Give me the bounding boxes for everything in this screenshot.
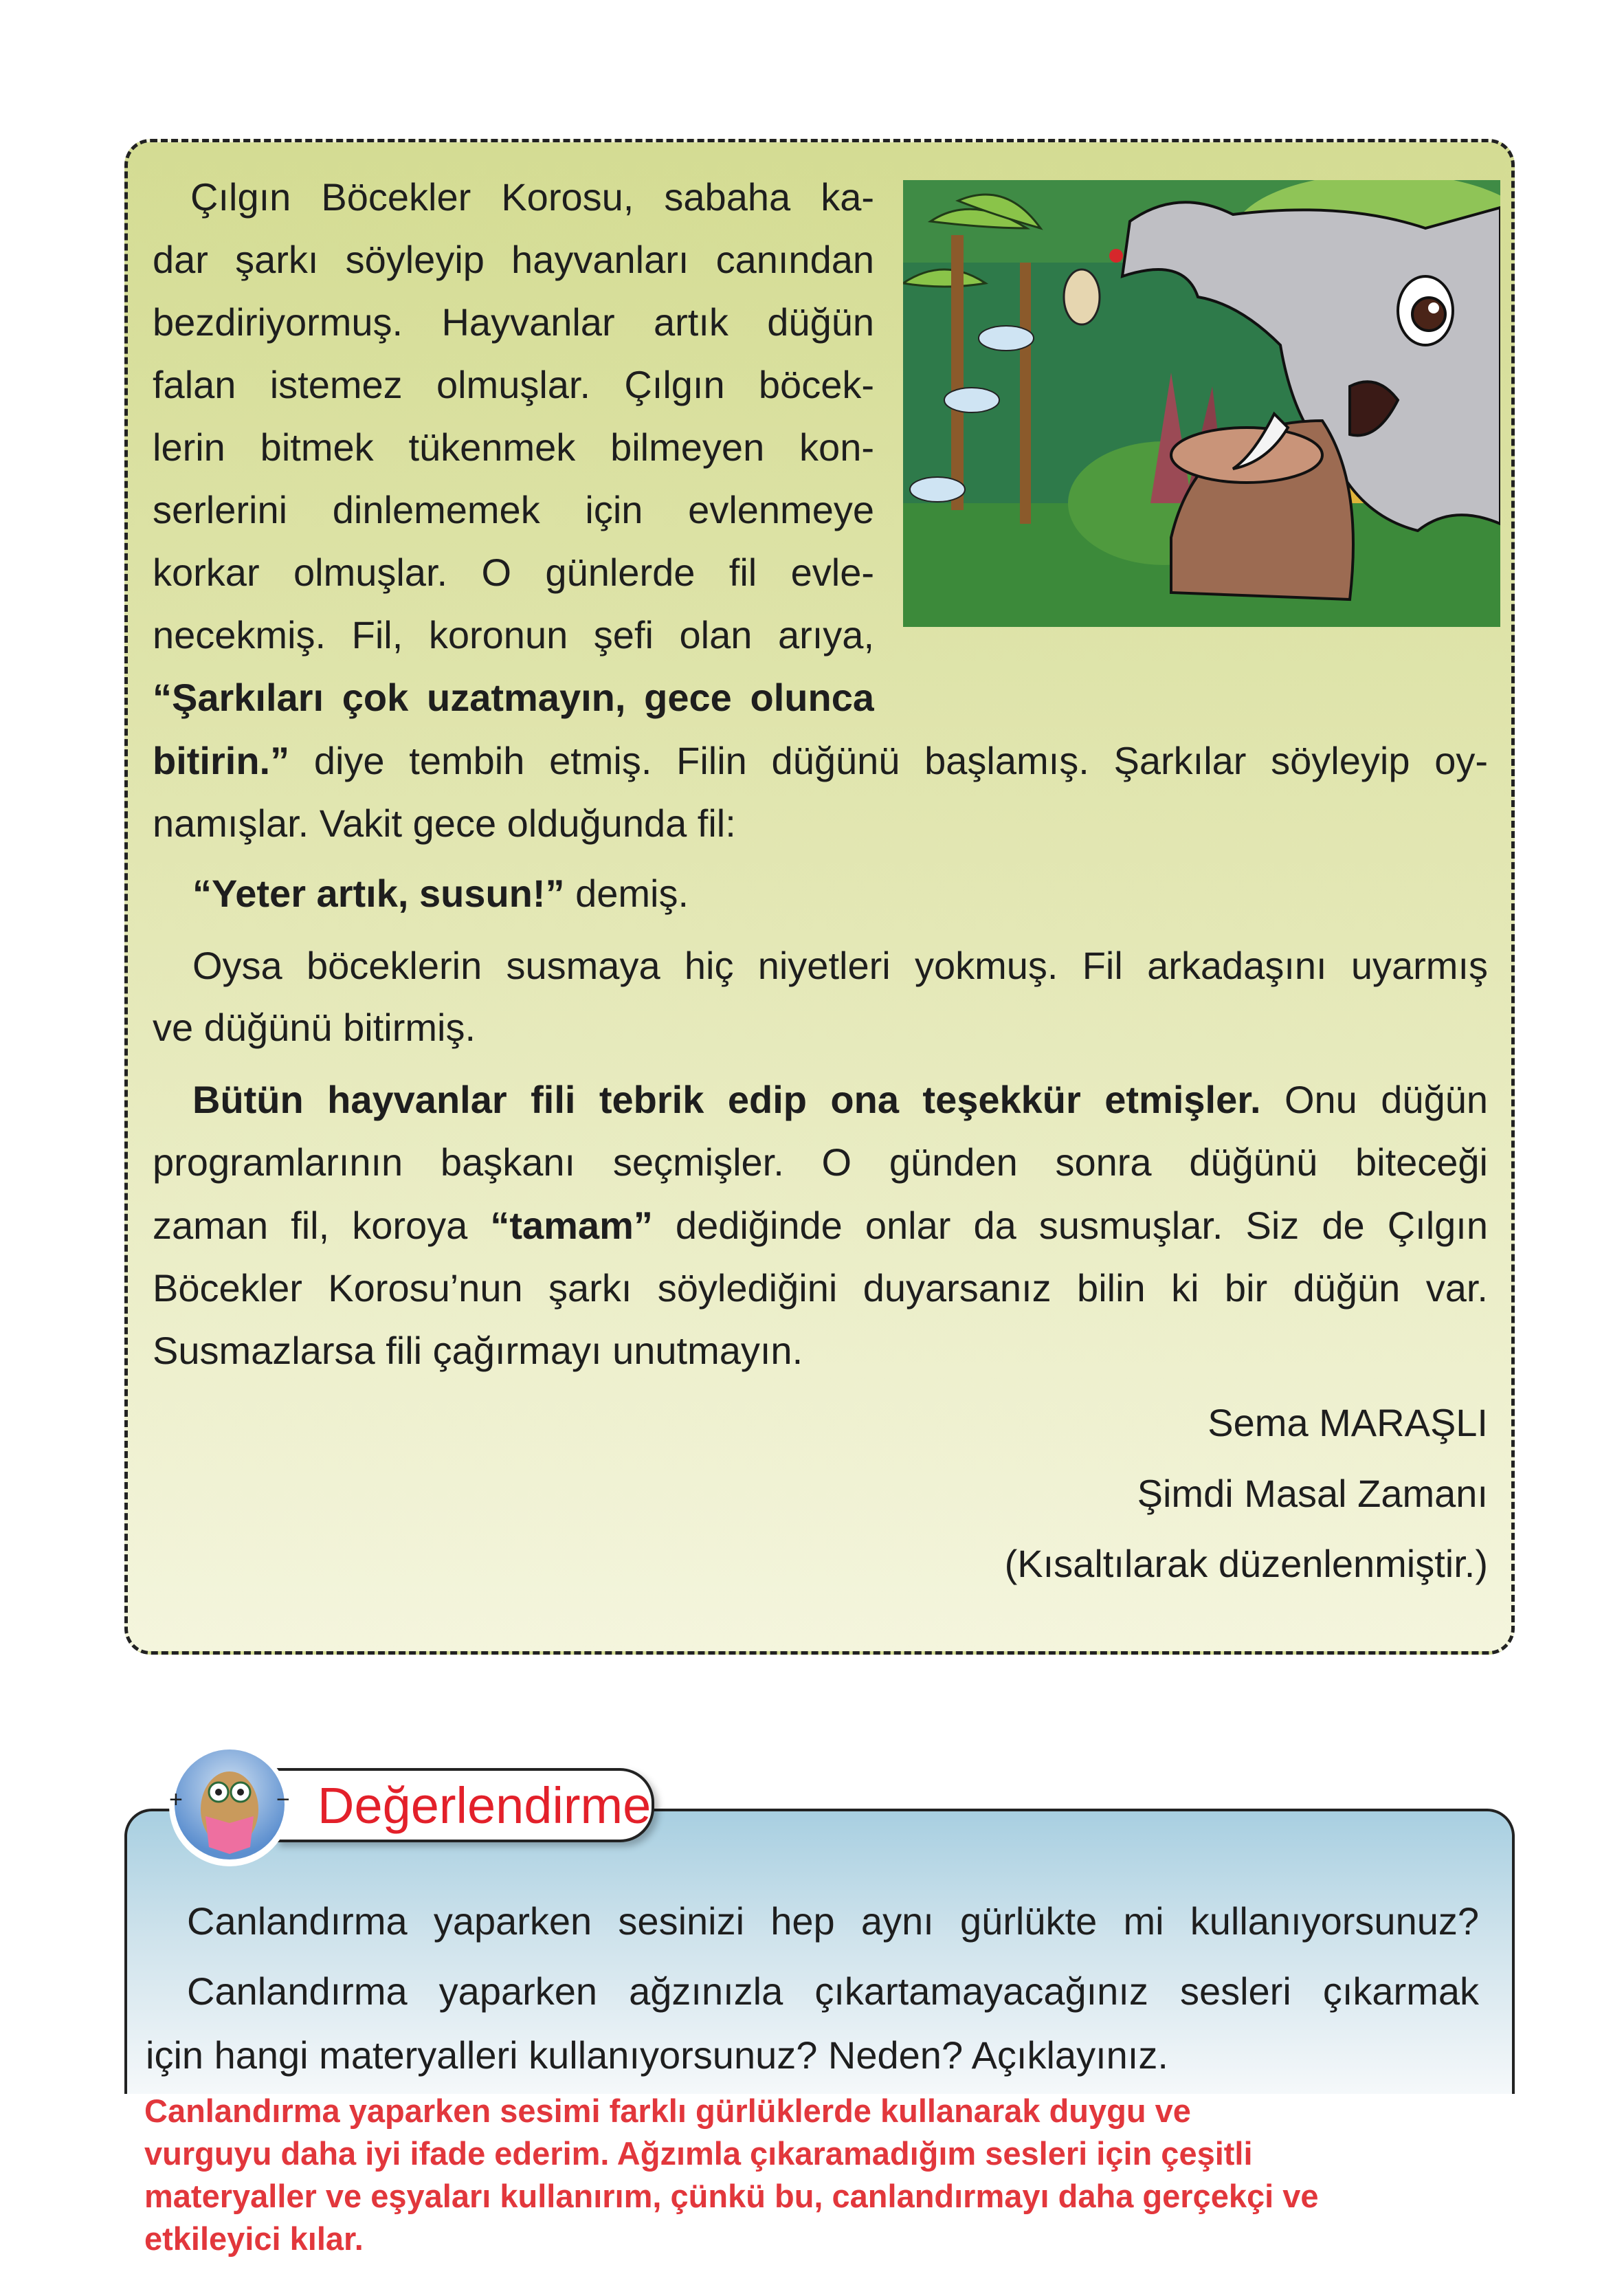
story-line xyxy=(153,549,874,597)
story-line xyxy=(153,1004,476,1052)
question-1: Canlandırma yaparken sesinizi hep aynı gürlükte mi kullanıyorsunuz? xyxy=(187,1899,1479,1943)
story-line xyxy=(153,361,874,409)
story-source: Şimdi Masal Zamanı xyxy=(1137,1472,1488,1515)
story-text-segment: diye tembih etmiş. Filin düğünü başlamış. Şarkılar söyleyip oy- xyxy=(289,739,1488,782)
evaluation-title: Değerlendirme xyxy=(318,1777,652,1834)
owl-minus-sign: − xyxy=(276,1787,290,1813)
story-text-segment: necekmiş. Fil, koronun şefi olan arıya, xyxy=(153,613,874,656)
story-emphasis: “Şarkıları çok uzatmayın, gece olunca xyxy=(153,676,874,719)
jungle-elephant-illustration xyxy=(903,180,1500,627)
story-line xyxy=(153,1138,1488,1186)
story-text-segment: demiş. xyxy=(564,872,689,915)
owl-reading-icon xyxy=(168,1744,291,1868)
story-line xyxy=(153,486,874,534)
story-line xyxy=(153,236,874,284)
story-text-segment: korkar olmuşlar. O günlerde fil evle- xyxy=(153,551,874,594)
story-line xyxy=(153,1327,803,1375)
story-line xyxy=(192,942,1488,990)
story-text-segment: dar şarkı söyleyip hayvanları canından xyxy=(153,238,874,281)
story-text-segment: lerin bitmek tükenmek bilmeyen kon- xyxy=(153,426,874,469)
story-text-segment: dediğinde onlar da susmuşlar. Siz de Çılgın xyxy=(652,1204,1488,1247)
answer-line: etkileyici kılar. xyxy=(144,2220,364,2257)
story-text-segment: bezdiriyormuş. Hayvanlar artık düğün xyxy=(153,300,874,344)
answer-line: Canlandırma yaparken sesimi farklı gürlüklerde kullanarak duygu ve xyxy=(144,2093,1191,2129)
story-text-segment: programlarının başkanı seçmişler. O günden sonra düğünü biteceği xyxy=(153,1140,1488,1184)
question-2-line-1: Canlandırma yaparken ağzınızla çıkartamayacağınız sesleri çıkarmak xyxy=(187,1969,1479,2013)
story-text-segment: Onu düğün xyxy=(1260,1078,1488,1121)
story-line xyxy=(153,674,874,722)
story-text-segment: Böcekler Korosu’nun şarkı söylediğini duyarsanız bilin ki bir düğün var. xyxy=(153,1266,1488,1310)
story-line xyxy=(153,799,736,848)
story-text-segment: zaman fil, koroya xyxy=(153,1204,491,1247)
story-line xyxy=(153,611,874,659)
story-note: (Kısaltılarak düzenlenmiştir.) xyxy=(1004,1542,1488,1585)
story-text-segment: Susmazlarsa fili çağırmayı unutmayın. xyxy=(153,1329,803,1372)
story-text-segment: ve düğünü bitirmiş. xyxy=(153,1006,476,1049)
story-text-segment: Oysa böceklerin susmaya hiç niyetleri yokmuş. Fil arkadaşını uyarmış xyxy=(192,944,1488,987)
story-line xyxy=(153,737,1488,785)
story-line xyxy=(153,298,874,346)
story-line xyxy=(192,1076,1488,1124)
story-emphasis: “tamam” xyxy=(490,1204,653,1247)
story-emphasis: “Yeter artık, susun!” xyxy=(192,872,565,915)
answer-line: vurguyu daha iyi ifade ederim. Ağzımla çıkaramadığım sesleri için çeşitli xyxy=(144,2135,1253,2172)
story-text-segment: namışlar. Vakit gece olduğunda fil: xyxy=(153,802,736,845)
story-line xyxy=(190,173,874,221)
question-2-line-2: için hangi materyalleri kullanıyorsunuz? Neden? Açıklayınız. xyxy=(146,2033,1168,2077)
story-text-segment: falan istemez olmuşlar. Çılgın böcek- xyxy=(153,363,874,406)
story-text-segment: serlerini dinlememek için evlenmeye xyxy=(153,488,874,531)
owl-plus-sign: + xyxy=(169,1787,183,1813)
story-line xyxy=(153,1264,1488,1312)
story-line xyxy=(153,1202,1488,1250)
story-author: Sema MARAŞLI xyxy=(1208,1401,1488,1444)
story-line xyxy=(192,870,689,918)
answer-line: materyaller ve eşyaları kullanırım, çünkü bu, canlandırmayı daha gerçekçi ve xyxy=(144,2178,1319,2214)
illustration-image xyxy=(903,180,1500,627)
story-line xyxy=(153,423,874,472)
story-emphasis: bitirin.” xyxy=(153,739,290,782)
story-text-segment: Çılgın Böcekler Korosu, sabaha ka- xyxy=(190,175,874,219)
story-emphasis: Bütün hayvanlar fili tebrik edip ona teşekkür etmişler. xyxy=(192,1078,1261,1121)
